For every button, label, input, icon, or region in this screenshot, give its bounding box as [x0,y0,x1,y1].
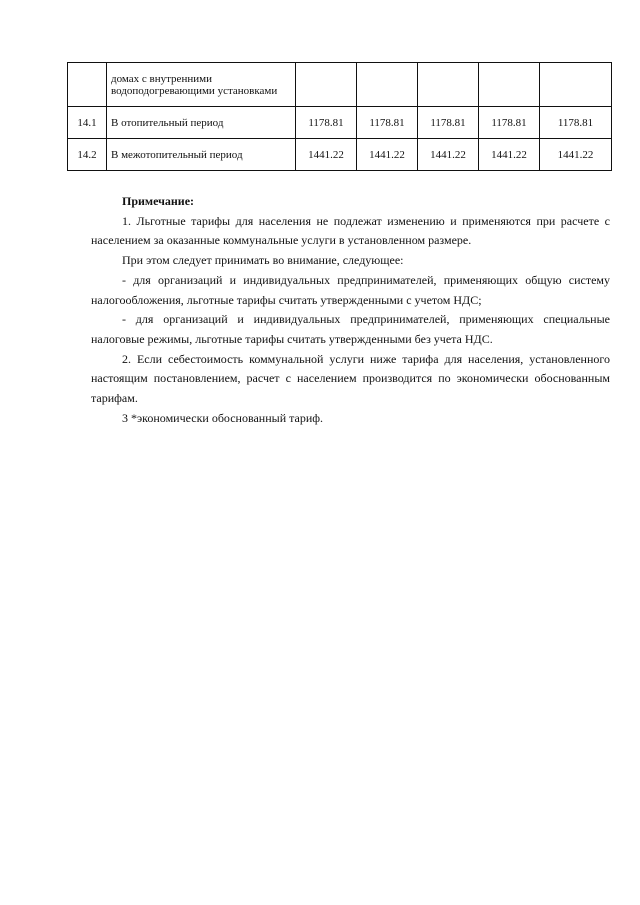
value-cell: 1441.22 [418,139,479,171]
note-paragraph-5: 2. Если себестоимость коммунальной услуги ниже тарифа для населения, установленного настоящим постановлением, расчет с населением производится по экономически обоснованным тарифам. [91,351,610,406]
value-cell: 1441.22 [296,139,357,171]
notes-section [91,192,610,428]
table-row [68,139,612,171]
row-number-cell: 14.1 [68,107,107,139]
notes-title: Примечание: [122,194,195,208]
value-cell: 1178.81 [418,107,479,139]
value-cell [479,63,540,107]
note-paragraph-4: - для организаций и индивидуальных предпринимателей, применяющих специальные налоговые режимы, льготные тарифы считать утвержденными без учета НДС. [91,312,610,346]
value-cell: 1178.81 [540,107,612,139]
note-paragraph-3: - для организаций и индивидуальных предпринимателей, применяющих общую систему налогообложения, льготные тарифы считать утвержденными с учетом НДС; [91,272,610,307]
table-row-continuation [68,63,612,107]
value-cell: 1441.22 [357,139,418,171]
value-cell: 1178.81 [479,107,540,139]
note-paragraph-6: 3 *экономически обоснованный тариф. [122,410,324,425]
row-label-cell: В отопительный период [107,107,296,139]
note-paragraph-1: 1. Льготные тарифы для населения не подлежат изменению и применяются при расчете с населением за оказанные коммунальные услуги в установленном размере. [91,213,610,248]
row-label-cell: В межотопительный период [107,139,296,171]
row-description-cell: домах с внутренними водоподогревающими установками [107,63,296,107]
value-cell [418,63,479,107]
row-number-cell [68,63,107,107]
value-cell [540,63,612,107]
row-number-cell: 14.2 [68,139,107,171]
value-cell: 1441.22 [540,139,612,171]
value-cell: 1178.81 [296,107,357,139]
value-cell [357,63,418,107]
value-cell [296,63,357,107]
value-cell: 1441.22 [479,139,540,171]
table-row [68,107,612,139]
value-cell: 1178.81 [357,107,418,139]
tariff-table [67,62,612,171]
note-paragraph-2: При этом следует принимать во внимание, следующее: [122,253,404,268]
